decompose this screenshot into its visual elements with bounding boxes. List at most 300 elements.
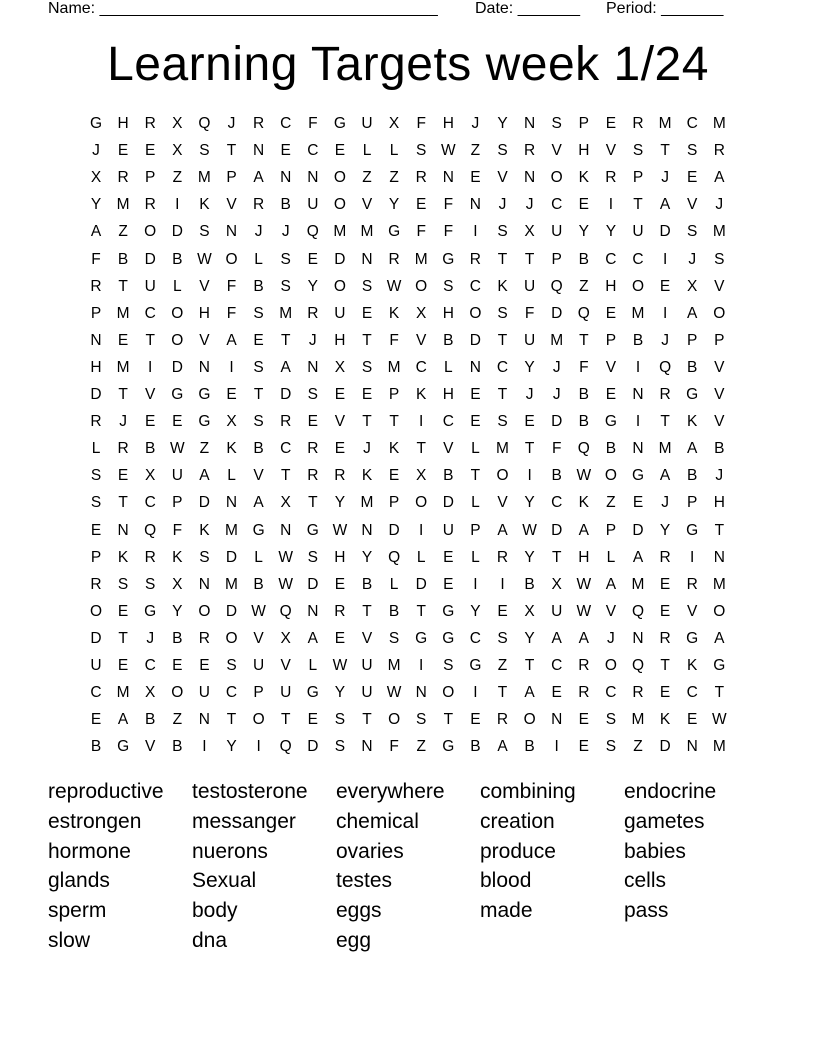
grid-letter: R (632, 115, 644, 132)
grid-letter: P (714, 331, 725, 349)
grid-letter: N (469, 196, 481, 214)
grid-letter: K (199, 521, 210, 539)
grid-letter: R (252, 115, 265, 132)
grid-letter: T (308, 494, 318, 512)
grid-letter: F (416, 115, 426, 132)
grid-letter: D (388, 521, 400, 539)
grid-letter: T (579, 331, 589, 349)
grid-letter: J (119, 413, 127, 431)
grid-letter: U (334, 304, 346, 322)
grid-letter: B (361, 575, 373, 593)
grid-letter: S (416, 711, 427, 729)
grid-letter: C (90, 684, 102, 702)
grid-letter: M (414, 250, 428, 268)
grid-letter: G (686, 386, 699, 403)
grid-letter: E (90, 711, 102, 729)
grid-letter: B (524, 738, 535, 756)
grid-letter: Y (524, 358, 535, 376)
grid-letter: E (334, 629, 346, 647)
grid-letter: D (551, 413, 563, 431)
grid-letter: V (687, 602, 698, 620)
grid-letter: J (715, 467, 724, 485)
grid-letter: B (578, 386, 589, 403)
grid-letter: B (714, 440, 725, 458)
grid-letter: M (496, 440, 509, 458)
grid-letter: E (90, 521, 102, 539)
grid-letter: V (605, 358, 617, 376)
grid-letter: R (252, 196, 265, 214)
grid-letter: V (145, 386, 156, 403)
grid-letter: A (199, 467, 210, 485)
grid-letter: I (202, 738, 207, 756)
grid-letter: M (550, 331, 564, 349)
grid-letter: C (144, 657, 156, 674)
grid-letter: U (361, 115, 373, 132)
grid-letter: V (199, 277, 210, 295)
grid-letter: N (442, 169, 454, 187)
grid-letter: W (332, 521, 348, 539)
grid-letter: W (251, 602, 266, 620)
grid-letter: X (551, 575, 562, 593)
grid-letter: P (578, 115, 589, 132)
word-bank-item: produce (480, 839, 556, 863)
grid-letter: K (172, 548, 183, 566)
grid-letter: M (631, 304, 645, 322)
grid-letter: J (92, 142, 100, 160)
grid-letter: E (659, 575, 671, 593)
grid-letter: Z (362, 169, 372, 187)
grid-letter: O (388, 711, 401, 729)
grid-letter: B (90, 738, 102, 756)
grid-letter: Q (279, 602, 292, 620)
grid-letter: R (90, 413, 102, 431)
grid-letter: T (714, 684, 725, 702)
grid-letter: Y (388, 196, 400, 214)
grid-letter: T (145, 331, 155, 349)
grid-letter: A (687, 440, 698, 458)
grid-letter: P (172, 494, 183, 512)
grid-letter: T (524, 440, 535, 458)
grid-letter: I (419, 413, 424, 431)
grid-letter: N (361, 250, 373, 268)
grid-letter: D (144, 250, 156, 268)
grid-letter: A (280, 358, 291, 376)
word-bank-item: egg (336, 929, 372, 952)
grid-letter: W (278, 548, 293, 566)
grid-letter: I (148, 358, 153, 376)
grid-letter: N (307, 169, 319, 187)
grid-letter: I (175, 196, 180, 214)
grid-letter: E (145, 413, 156, 431)
grid-letter: R (334, 467, 346, 485)
grid-letter: Q (577, 304, 590, 322)
grid-letter: T (497, 250, 508, 268)
grid-letter: J (607, 629, 615, 647)
grid-letter: F (524, 304, 535, 322)
grid-letter: A (253, 494, 264, 512)
word-bank-item: testes (336, 869, 393, 893)
grid-letter: B (253, 277, 264, 295)
grid-letter: T (280, 711, 291, 729)
grid-letter: H (442, 386, 454, 403)
grid-letter: W (386, 684, 402, 702)
grid-letter: C (144, 304, 156, 322)
grid-letter: K (416, 386, 427, 403)
word-bank-item: made (480, 899, 533, 923)
grid-letter: X (334, 358, 346, 376)
grid-letter: I (608, 196, 614, 214)
grid-letter: B (117, 250, 129, 268)
grid-letter: U (632, 223, 644, 241)
grid-letter: N (117, 521, 129, 539)
grid-letter: H (713, 494, 725, 512)
grid-letter: R (605, 169, 617, 187)
grid-letter: O (604, 467, 617, 485)
grid-letter: R (578, 657, 590, 674)
grid-letter: S (497, 629, 508, 647)
grid-letter: R (117, 440, 129, 458)
word-bank-item: hormone (48, 839, 131, 863)
grid-letter: L (471, 440, 480, 458)
grid-letter: S (497, 223, 508, 241)
grid-letter: S (199, 548, 210, 566)
grid-letter: E (334, 575, 346, 593)
grid-letter: S (334, 738, 346, 756)
grid-letter: T (280, 467, 291, 485)
grid-letter: J (552, 358, 561, 376)
grid-letter: E (632, 494, 644, 512)
grid-letter: O (333, 277, 346, 295)
grid-letter: V (361, 629, 373, 647)
grid-letter: I (473, 575, 478, 593)
grid-letter: U (523, 331, 536, 349)
grid-letter: K (199, 196, 210, 214)
grid-letter: B (578, 250, 589, 268)
grid-letter: S (497, 142, 508, 160)
grid-letter: R (117, 169, 129, 187)
grid-letter: I (635, 358, 641, 376)
grid-letter: O (171, 331, 184, 349)
grid-letter: S (90, 494, 102, 512)
grid-letter: J (688, 250, 697, 268)
grid-letter: F (551, 440, 562, 458)
grid-letter: O (442, 684, 455, 702)
word-bank-item: pass (624, 899, 669, 923)
grid-letter: R (578, 684, 590, 702)
grid-letter: E (117, 331, 129, 349)
grid-letter: L (362, 142, 372, 160)
grid-letter: N (632, 386, 644, 403)
grid-letter: Z (579, 277, 589, 295)
grid-letter: T (660, 142, 670, 160)
grid-letter: I (635, 413, 641, 431)
grid-letter: K (659, 711, 671, 729)
grid-letter: C (551, 494, 563, 512)
word-bank-item: dna (192, 929, 228, 952)
grid-letter: R (713, 142, 725, 160)
grid-letter: J (661, 331, 669, 349)
grid-letter: L (471, 494, 480, 512)
grid-letter: D (90, 386, 102, 403)
grid-letter: L (308, 657, 318, 674)
grid-letter: Y (470, 602, 481, 620)
grid-letter: R (659, 629, 671, 647)
grid-letter: D (551, 304, 563, 322)
grid-letter: T (633, 196, 643, 214)
grid-letter: J (552, 386, 561, 403)
grid-letter: X (280, 494, 291, 512)
grid-letter: A (659, 467, 671, 485)
grid-letter: J (525, 196, 534, 214)
grid-letter: J (254, 223, 263, 241)
grid-letter: B (388, 602, 400, 620)
grid-letter: I (662, 250, 668, 268)
word-bank-item: everywhere (336, 780, 445, 803)
grid-letter: V (253, 467, 264, 485)
grid-letter: R (523, 142, 536, 160)
grid-letter: Y (361, 548, 373, 566)
grid-letter: S (443, 657, 454, 674)
grid-letter: A (632, 548, 644, 566)
grid-letter: E (307, 250, 318, 268)
grid-letter: O (171, 684, 184, 702)
grid-letter: E (470, 711, 481, 729)
grid-letter: Y (172, 602, 183, 620)
grid-letter: L (254, 548, 263, 566)
grid-letter: K (687, 413, 698, 431)
grid-letter: T (118, 629, 128, 647)
grid-letter: K (117, 548, 129, 566)
grid-letter: T (497, 684, 508, 702)
grid-letter: O (225, 250, 238, 268)
grid-letter: C (280, 440, 292, 458)
grid-letter: T (660, 413, 670, 431)
grid-letter: H (442, 304, 454, 322)
word-bank-item: messanger (192, 809, 296, 833)
word-bank-item: Sexual (192, 869, 257, 893)
grid-letter: F (416, 223, 426, 241)
grid-letter: L (254, 250, 263, 268)
grid-letter: T (389, 413, 399, 431)
grid-letter: I (473, 223, 478, 241)
grid-letter: I (229, 358, 234, 376)
grid-letter: S (605, 738, 617, 756)
grid-letter: Q (577, 440, 590, 458)
grid-letter: S (199, 223, 210, 241)
grid-letter: N (523, 169, 536, 187)
grid-letter: O (496, 467, 509, 485)
grid-letter: V (226, 196, 237, 214)
grid-letter: T (497, 386, 508, 403)
grid-letter: G (306, 684, 319, 702)
grid-letter: Q (144, 521, 157, 539)
grid-letter: S (117, 575, 129, 593)
grid-letter: X (524, 223, 535, 241)
grid-letter: M (631, 575, 645, 593)
grid-letter: R (415, 169, 427, 187)
grid-letter: E (307, 711, 318, 729)
grid-letter: K (687, 657, 698, 674)
grid-letter: Q (279, 738, 292, 756)
grid-letter: D (415, 575, 427, 593)
grid-letter: G (117, 738, 130, 756)
grid-letter: R (144, 196, 156, 214)
grid-letter: Z (606, 494, 616, 512)
grid-letter: V (199, 331, 210, 349)
grid-letter: J (308, 331, 317, 349)
grid-letter: V (361, 196, 373, 214)
grid-letter: J (227, 115, 236, 132)
grid-letter: Y (307, 277, 318, 295)
grid-letter: J (661, 494, 669, 512)
grid-letter: F (226, 304, 237, 322)
grid-letter: N (225, 223, 238, 241)
grid-letter: R (144, 115, 156, 132)
grid-letter: H (198, 304, 210, 322)
grid-letter: G (469, 657, 482, 674)
grid-letter: O (523, 711, 536, 729)
grid-letter: G (686, 629, 699, 647)
grid-letter: Z (416, 738, 426, 756)
grid-letter: M (116, 196, 130, 214)
grid-letter: S (443, 277, 454, 295)
grid-letter: H (90, 358, 102, 376)
grid-letter: V (280, 657, 291, 674)
grid-letter: R (496, 711, 509, 729)
grid-letter: F (226, 277, 237, 295)
grid-letter: G (442, 738, 455, 756)
grid-letter: P (226, 169, 237, 187)
grid-letter: M (712, 738, 726, 756)
grid-letter: U (361, 684, 373, 702)
grid-letter: F (443, 196, 454, 214)
grid-letter: V (714, 386, 725, 403)
grid-letter: K (388, 440, 400, 458)
grid-letter: E (659, 684, 671, 702)
grid-letter: U (198, 684, 210, 702)
grid-letter: S (199, 142, 210, 160)
grid-letter: F (389, 738, 399, 756)
grid-letter: L (606, 548, 616, 566)
grid-letter: R (686, 575, 698, 593)
grid-letter: E (361, 386, 373, 403)
grid-letter: T (362, 413, 372, 431)
word-bank-item: reproductive (48, 780, 164, 803)
grid-letter: N (523, 115, 536, 132)
grid-letter: P (551, 250, 562, 268)
grid-letter: O (171, 304, 184, 322)
grid-letter: S (280, 250, 291, 268)
grid-letter: C (307, 142, 319, 160)
grid-letter: S (145, 575, 156, 593)
grid-letter: A (578, 521, 589, 539)
grid-letter: J (525, 386, 534, 403)
grid-letter: N (198, 575, 210, 593)
grid-letter: M (712, 575, 726, 593)
grid-letter: Y (659, 521, 671, 539)
grid-letter: A (307, 629, 318, 647)
grid-letter: O (415, 277, 428, 295)
grid-letter: Q (388, 548, 401, 566)
grid-letter: V (416, 331, 427, 349)
grid-letter: X (524, 602, 535, 620)
word-bank-item: slow (48, 929, 91, 952)
grid-letter: Q (550, 277, 563, 295)
grid-letter: E (280, 142, 291, 160)
grid-letter: E (687, 169, 698, 187)
grid-letter: B (632, 331, 644, 349)
grid-letter: O (713, 602, 726, 620)
grid-letter: D (659, 223, 671, 241)
grid-letter: V (605, 602, 617, 620)
grid-letter: R (388, 250, 400, 268)
word-bank-item: gametes (624, 809, 705, 833)
grid-letter: G (144, 602, 157, 620)
grid-letter: I (554, 738, 559, 756)
grid-letter: B (443, 331, 454, 349)
grid-letter: H (334, 548, 346, 566)
grid-letter: E (117, 467, 129, 485)
word-bank-item: estrongen (48, 809, 142, 833)
grid-letter: E (605, 304, 617, 322)
grid-letter: T (362, 331, 372, 349)
grid-letter: X (388, 115, 400, 132)
grid-letter: P (632, 169, 644, 187)
word-bank-item: body (192, 899, 238, 923)
grid-letter: C (632, 250, 644, 268)
grid-letter: D (90, 629, 102, 647)
grid-letter: J (498, 196, 507, 214)
grid-letter: N (90, 331, 102, 349)
grid-letter: O (144, 223, 157, 241)
grid-letter: B (551, 467, 562, 485)
grid-letter: M (387, 657, 401, 674)
page-title: Learning Targets week 1/24 (107, 38, 709, 91)
grid-letter: P (253, 684, 264, 702)
word-bank-item: testosterone (192, 780, 308, 803)
grid-letter: X (172, 115, 183, 132)
grid-letter: S (307, 386, 318, 403)
grid-letter: N (632, 440, 644, 458)
grid-letter: R (90, 575, 102, 593)
grid-letter: E (470, 386, 481, 403)
grid-letter: S (334, 711, 346, 729)
grid-letter: G (388, 223, 401, 241)
grid-letter: G (442, 629, 455, 647)
grid-letter: H (578, 548, 590, 566)
grid-letter: E (578, 738, 589, 756)
grid-letter: P (605, 331, 617, 349)
grid-letter: K (497, 277, 508, 295)
grid-letter: G (252, 521, 265, 539)
grid-letter: E (117, 657, 129, 674)
grid-letter: V (253, 629, 264, 647)
grid-letter: X (145, 684, 156, 702)
grid-letter: B (687, 467, 698, 485)
grid-letter: J (281, 223, 290, 241)
grid-letter: B (253, 575, 264, 593)
grid-letter: T (253, 386, 264, 403)
grid-letter: Z (633, 738, 643, 756)
grid-letter: T (118, 277, 128, 295)
grid-letter: T (524, 657, 535, 674)
grid-letter: O (469, 304, 482, 322)
grid-letter: P (687, 331, 698, 349)
grid-letter: B (145, 711, 156, 729)
grid-letter: N (198, 711, 210, 729)
grid-letter: M (360, 494, 374, 512)
grid-letter: N (469, 358, 481, 376)
